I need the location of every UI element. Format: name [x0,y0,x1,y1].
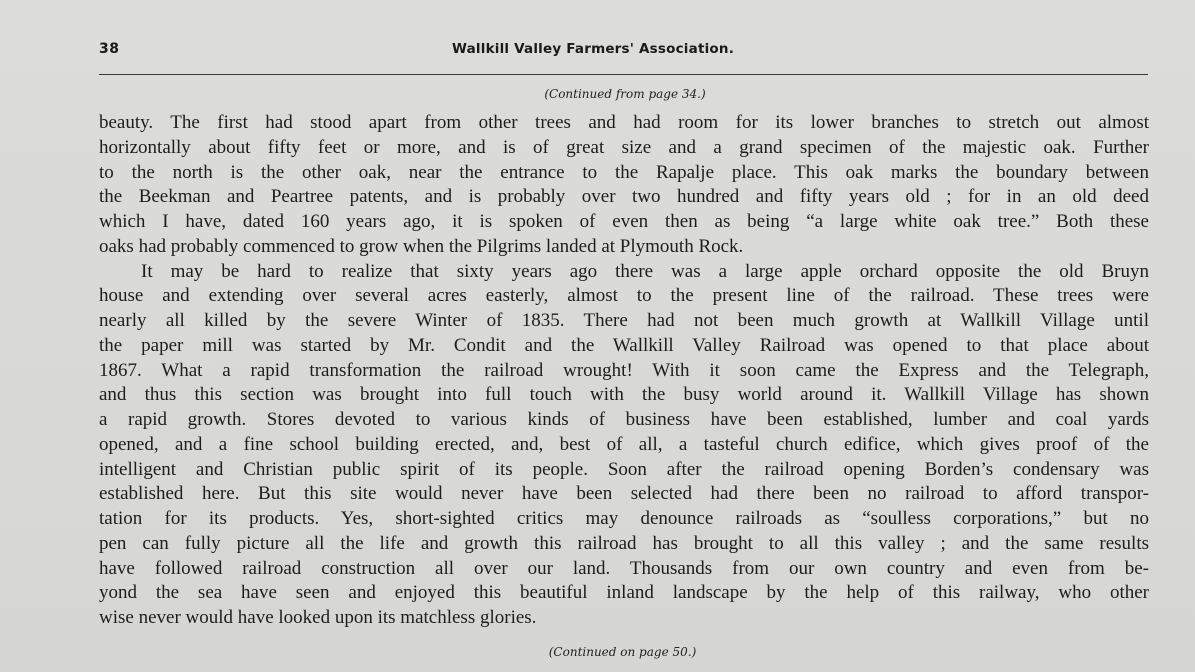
text-line: a rapid growth. Stores devoted to various kinds of business have been established, lumber and coal yards [99,409,1149,430]
text-line: horizontally about fifty feet or more, and is of great size and a grand specimen of the majestic oak. Further [99,136,1149,158]
text-line: the Beekman and Peartree patents, and is probably over two hundred and fifty years old ; for in an old deed [99,186,1149,208]
text-line: yond the sea have seen and enjoyed this beautiful inland landscape by the help of this railway, who other [99,582,1149,604]
text-line: to the north is the other oak, near the entrance to the Rapalje place. This oak marks the boundary between [99,161,1149,183]
running-title: Wallkill Valley Farmers' Association. [452,41,735,57]
paragraph-2 [99,260,1149,631]
text-line: the paper mill was started by Mr. Condit and the Wallkill Valley Railroad was opened to that place about [99,334,1149,356]
text-line: have followed railroad construction all over our land. Thousands from our own country and even from be- [99,557,1149,579]
text-line: wise never would have looked upon its matchless glories. [99,607,537,628]
continued-from-note: (Continued from page 34.) [544,87,706,101]
text-line: intelligent and Christian public spirit of its people. Soon after the railroad opening Borden’s condensary was [99,458,1149,480]
text-line: and thus this section was brought into full touch with the busy world around it. Wallkill Village has shown [99,384,1149,406]
text-line: established here. But this site would never have been selected had there been no railroad to afford transpor- [99,483,1149,505]
page-number: 38 [99,41,120,57]
continued-on-note: (Continued on page 50.) [548,645,697,659]
text-line: beauty. The first had stood apart from other trees and had room for its lower branches to stretch out almost [99,112,1149,133]
text-line: It may be hard to realize that sixty years ago there was a large apple orchard opposite the old Bruyn [141,260,1149,282]
text-line: tation for its products. Yes, short-sighted critics may denounce railroads as “soulless corporations,” but no [99,508,1149,529]
text-line: oaks had probably commenced to grow when the Pilgrims landed at Plymouth Rock. [99,235,744,257]
text-line: nearly all killed by the severe Winter of 1835. There had not been much growth at Wallkill Village until [99,310,1149,331]
header-rule [99,74,1148,75]
text-line: which I have, dated 160 years ago, it is spoken of even then as being “a large white oak tree.” Both these [99,211,1149,232]
text-line: house and extending over several acres easterly, almost to the present line of the railroad. These trees were [99,285,1149,307]
article-body [99,111,1149,631]
paragraph-1 [99,111,1149,260]
text-line: 1867. What a rapid transformation the railroad wrought! With it soon came the Express and the Telegraph, [99,359,1149,381]
text-line: pen can fully picture all the life and growth this railroad has brought to all this valley ; and the same results [99,532,1149,554]
text-line: opened, and a fine school building erected, and, best of all, a tasteful church edifice, which gives proof of the [99,433,1149,455]
